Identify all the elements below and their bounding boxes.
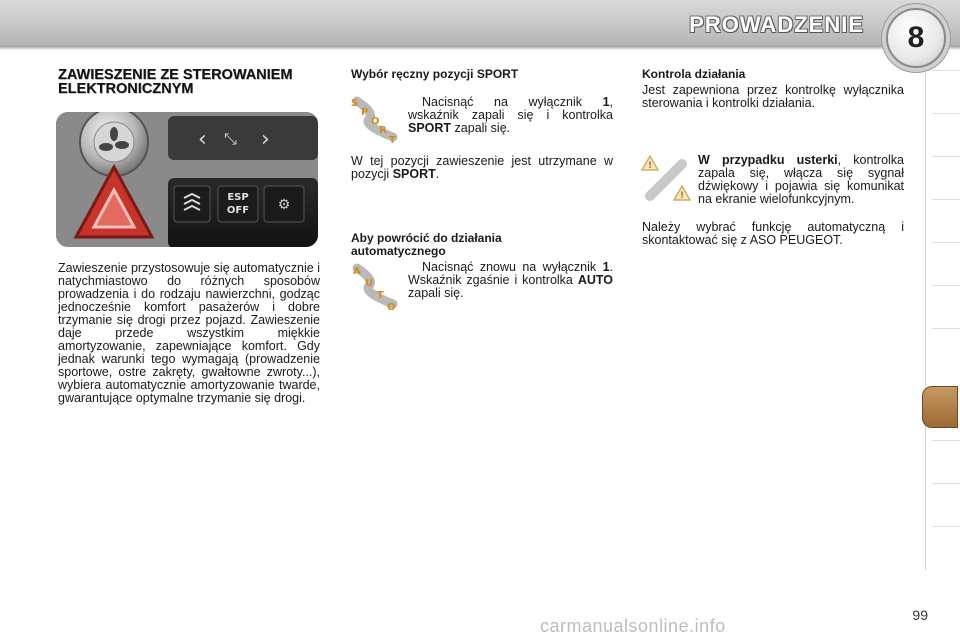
auto-letter: O [387, 302, 396, 312]
step-text: zapali się. [408, 286, 464, 300]
chapter-title: PROWADZENIE [689, 12, 864, 37]
advice-paragraph: Należy wybrać funkcję automatyczną i skontaktować się z ASO PEUGEOT. [642, 220, 904, 247]
auto-section-title [351, 232, 613, 258]
auto-title-line: automatycznego [351, 244, 446, 258]
fault-paragraph [698, 154, 904, 206]
auto-letter: U [365, 278, 374, 289]
chapter-tab[interactable] [932, 483, 960, 524]
svg-text:!: ! [648, 161, 653, 171]
paragraph-text: W tej pozycji zawieszenie jest utrzymane w pozycji [351, 154, 613, 181]
chapter-tabs [925, 70, 960, 570]
esp-label: ESP [227, 192, 249, 203]
chapter-tab[interactable] [932, 440, 960, 481]
fault-text: , kontrolka zapala się, włącza się sygnał dźwiękowy i pojawia się komunikat na ekranie wielofunkcyjnym. [698, 153, 904, 206]
control-section-title: Kontrola działania [642, 67, 746, 81]
step-text: . Wskaźnik zgaśnie i kontrolka [408, 260, 613, 287]
step-text: Nacisnąć na wyłącznik [422, 95, 603, 109]
section-title: ZAWIESZENIE ZE STEROWANIEM [58, 67, 293, 83]
warning-icon [640, 152, 694, 206]
sport-letter: T [389, 135, 396, 145]
switch-number: 1 [602, 95, 610, 109]
sport-step [408, 96, 613, 135]
auto-title-line: Aby powrócić do działania [351, 231, 502, 245]
chapter-tab[interactable] [932, 199, 960, 240]
switch-number: 1 [602, 260, 610, 274]
chapter-tab[interactable] [932, 242, 960, 283]
dashboard-photo [56, 112, 318, 247]
chapter-tab[interactable] [932, 526, 960, 567]
mode-word: AUTO [577, 273, 613, 287]
sport-paragraph [351, 155, 613, 181]
section-title: ELEKTRONICZNYM [58, 81, 194, 97]
control-paragraph: Jest zapewniona przez kontrolkę wyłącznika sterowania i kontrolki działania. [642, 83, 904, 110]
sport-mode-icon [349, 93, 401, 145]
step-text: Nacisnąć znowu na wyłącznik [422, 260, 603, 274]
auto-letter: A [353, 266, 361, 277]
chapter-tab-active[interactable] [922, 386, 958, 428]
fault-heading: W przypadku usterki [698, 153, 838, 167]
auto-mode-icon [349, 260, 401, 312]
svg-text:‹: ‹ [198, 127, 207, 152]
svg-text:!: ! [680, 191, 685, 201]
chapter-number: 8 [907, 21, 925, 54]
sport-letter: O [371, 116, 380, 127]
intro-paragraph: Zawieszenie przystosowuje się automatycznie i natychmiastowo do różnych sposobów prowadzenia i do rodzaju nawierzchni, godząc jednocześnie komfort pasażerów i dobre trzymanie się drogi przez pojazd. Zawieszenie daje przede wszystkim miękkie amortyzowanie, zapewniające komfort. Gdy jednak warunki tego wymagają (prowadzenie sportowe, ostre zakręty, gwałtowne zwroty...), wybiera automatycznie amortyzowanie twarde, gwarantujące optymalne trzymanie się drogi. [58, 261, 320, 405]
sport-letter: R [379, 125, 387, 136]
step-text: zapali się. [451, 121, 511, 135]
step-text: , wskaźnik zapali się i kontrolka [408, 95, 613, 122]
chapter-tab[interactable] [932, 328, 960, 369]
watermark: carmanualsonline.info [540, 616, 726, 636]
chapter-badge [886, 8, 946, 68]
mode-word: SPORT [408, 121, 452, 135]
mode-word: SPORT [392, 167, 436, 181]
dashboard-illustration [56, 112, 318, 247]
paragraph-text: . [435, 167, 440, 181]
header-shadow [0, 46, 960, 50]
sport-section-title: Wybór ręczny pozycji SPORT [351, 67, 519, 81]
page-number: 99 [912, 607, 928, 623]
auto-step [408, 261, 613, 300]
chapter-tab[interactable] [932, 156, 960, 197]
section-title-block [58, 68, 320, 96]
auto-letter: T [377, 290, 384, 301]
chapter-tab[interactable] [932, 70, 960, 111]
chapter-tab[interactable] [932, 113, 960, 154]
chapter-tab[interactable] [932, 285, 960, 326]
off-label: OFF [226, 205, 250, 216]
svg-text:⤡: ⤡ [224, 129, 237, 148]
svg-text:›: › [261, 127, 270, 152]
sport-letter: P [361, 107, 369, 118]
sport-letter: S [351, 98, 359, 109]
svg-text:⚙: ⚙ [277, 197, 291, 213]
